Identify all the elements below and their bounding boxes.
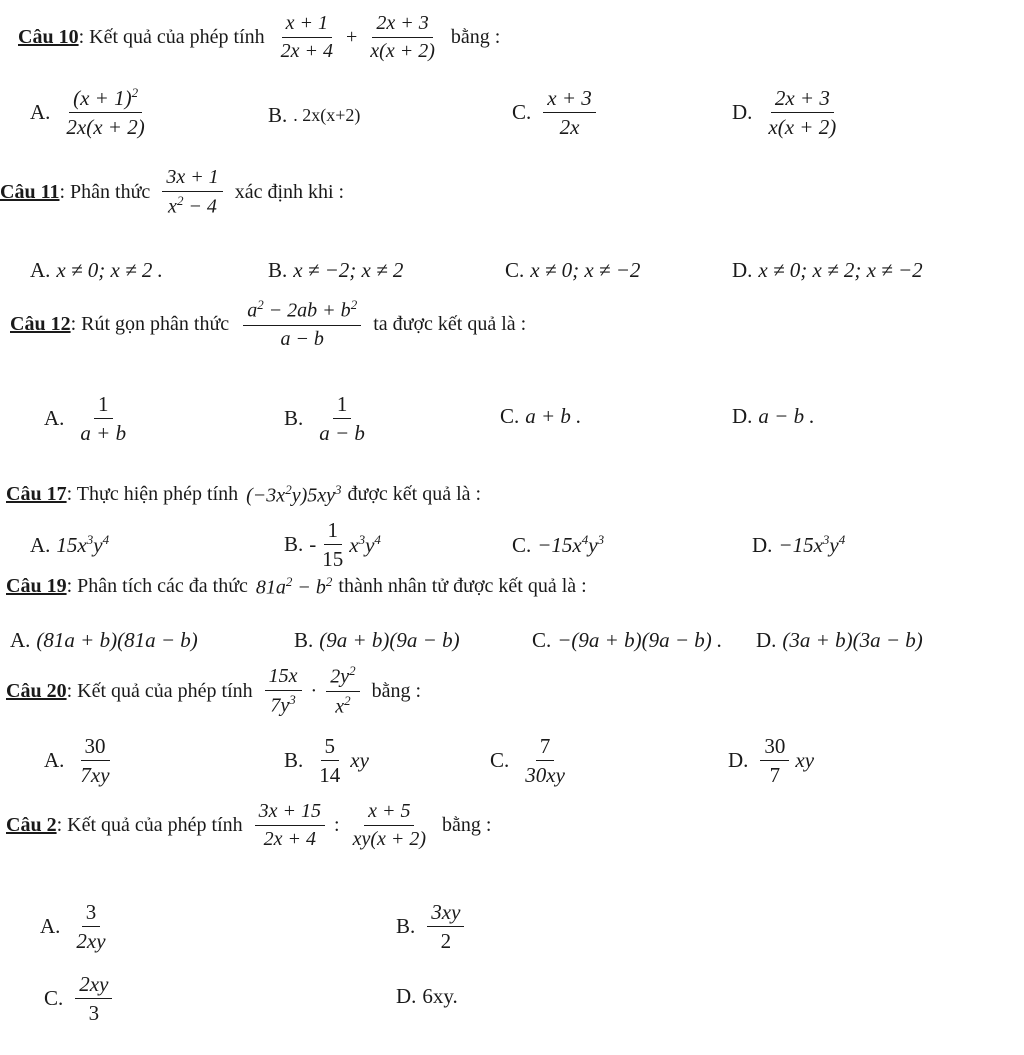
question-text: : Thực hiện phép tính	[66, 483, 239, 506]
option-19-a: A. (81a + b)(81a − b)	[10, 628, 198, 652]
question-label: Câu 2	[6, 814, 57, 836]
fraction: $\frac{x + 5}{xy(x + 2)}$	[352, 800, 427, 850]
option-10-d: D. $\frac{2x + 3}{x(x + 2)}$	[732, 86, 837, 140]
question-19-stem	[6, 574, 587, 600]
option-2-a: A. $\frac{3}{2xy}$	[40, 900, 106, 954]
question-text-end: xác định khi :	[234, 180, 345, 203]
fraction: $\frac{x + 1}{2x + 4}$	[280, 12, 334, 62]
question-2-stem: Câu 2 : Kết quả của phép tính $\frac{3x + 15}{2x + 4}$ : $\frac{x + 5}{xy(x + 2)}$ bằng :	[6, 800, 492, 850]
option-20-a: A. $\frac{30}{7xy}$	[44, 734, 110, 788]
option-2-b: B. $\frac{3xy}{2}$	[396, 900, 470, 953]
question-20-stem: Câu 20 : Kết quả của phép tính $\frac{15x}{7y^3}$ · $\frac{2y^2}{x^2}$ bằng :	[6, 663, 422, 718]
fraction: $\frac{15x}{7y^3}$	[265, 665, 302, 718]
question-text-end: được kết quả là :	[347, 483, 482, 506]
option-10-a: A. $\frac{(x + 1)^2}{2x(x + 2)}$	[30, 85, 145, 140]
question-text-end: bằng :	[371, 679, 422, 702]
option-19-b: B. (9a + b)(9a − b)	[294, 628, 460, 652]
option-17-c: C. $-15x^4y^3$	[512, 532, 605, 557]
fraction: $\frac{3x + 1}{x^2 - 4}$	[162, 166, 222, 219]
option-11-c: C. x ≠ 0; x ≠ −2	[505, 258, 641, 282]
option-10-c: C. $\frac{x + 3}{2x}$	[512, 86, 602, 139]
fraction: $\frac{a^2 - 2ab + b^2}{a - b}$	[243, 298, 361, 351]
option-12-c: C. a + b .	[500, 404, 582, 428]
question-label: Câu 20	[6, 679, 67, 702]
question-10-stem: Câu 10 : Kết quả của phép tính $\frac{x + 1}{2x + 4}$ + $\frac{2x + 3}{x(x + 2)}$ bằng :	[18, 12, 501, 62]
expression: $81a^2 - b^2$	[255, 574, 333, 599]
question-text-end: thành nhân tử được kết quả là :	[338, 575, 587, 598]
question-label: Câu 17	[6, 483, 67, 506]
option-12-d: D. a − b .	[732, 404, 815, 428]
question-text: : Kết quả của phép tính	[78, 26, 265, 48]
question-text: : Kết quả của phép tính	[66, 679, 253, 702]
option-17-d: D. $-15x^3y^4$	[752, 532, 846, 557]
question-17-stem	[6, 482, 481, 508]
option-2-d: D. 6xy.	[396, 984, 458, 1008]
question-text-end: bằng :	[442, 814, 492, 836]
question-text: : Phân tích các đa thức	[66, 575, 248, 598]
option-20-c: C. $\frac{7}{30xy}$	[490, 734, 565, 788]
option-20-b: B. $\frac{5}{14}$ xy	[284, 734, 369, 788]
option-20-d: D. $\frac{30}{7}$ xy	[728, 734, 815, 788]
option-17-a: A. $15x^3y^4$	[30, 532, 110, 557]
option-19-d: D. (3a + b)(3a − b)	[756, 628, 923, 652]
option-12-b: B. $\frac{1}{a - b}$	[284, 392, 365, 446]
question-text: : Kết quả của phép tính	[56, 814, 243, 836]
option-19-c: C. −(9a + b)(9a − b) .	[532, 628, 723, 652]
option-17-b: B. - $\frac{1}{15}$ $x^3y^4$	[284, 518, 381, 572]
option-11-a: A. x ≠ 0; x ≠ 2 .	[30, 258, 163, 282]
question-label: Câu 12	[10, 312, 71, 335]
question-12-stem	[10, 298, 526, 351]
option-12-a: A. $\frac{1}{a + b}$	[44, 392, 127, 446]
question-text: : Phân thức	[59, 180, 151, 203]
option-11-d: D. x ≠ 0; x ≠ 2; x ≠ −2	[732, 258, 923, 282]
question-text-end: ta được kết quả là :	[373, 312, 527, 335]
question-11-stem	[0, 166, 344, 219]
fraction: $\frac{2x + 3}{x(x + 2)}$	[370, 12, 435, 62]
question-label: Câu 10	[18, 26, 79, 48]
option-2-c: C. $\frac{2xy}{3}$	[44, 972, 118, 1025]
question-label: Câu 11	[0, 180, 60, 203]
option-11-b: B. x ≠ −2; x ≠ 2	[268, 258, 404, 282]
question-text: : Rút gọn phân thức	[70, 312, 230, 335]
expression: $(-3x^2y)5xy^3$	[246, 482, 342, 507]
fraction: $\frac{3x + 15}{2x + 4}$	[255, 800, 325, 851]
fraction: $\frac{2y^2}{x^2}$	[326, 664, 359, 718]
option-10-b: B. . 2x(x+2)	[268, 103, 361, 127]
question-label: Câu 19	[6, 575, 67, 598]
question-text-end: bằng :	[450, 26, 501, 48]
